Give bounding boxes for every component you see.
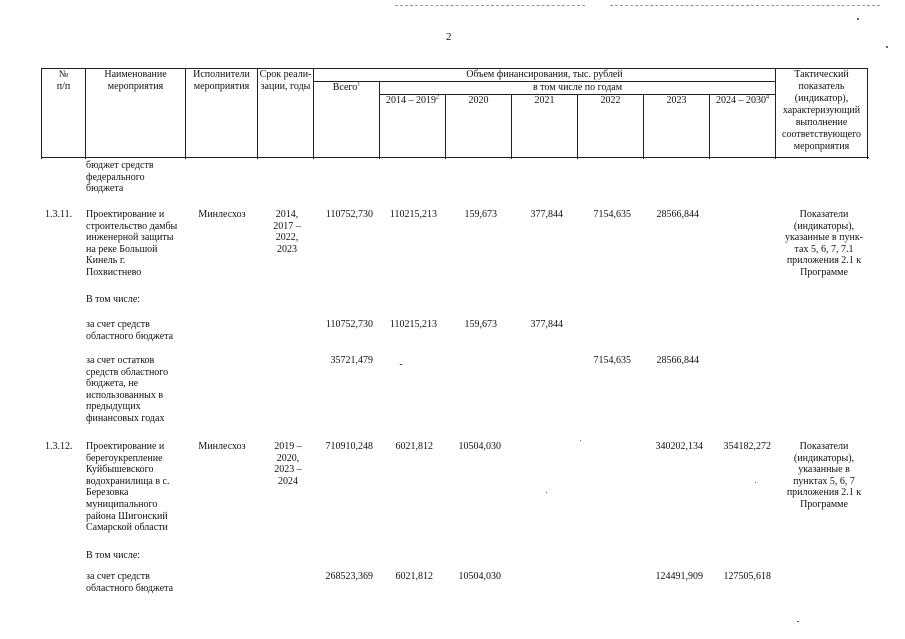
row-y2020: 10504,030 bbox=[458, 571, 501, 582]
header-year-2014-2019: 2014 – 2019$^2$ bbox=[380, 95, 446, 159]
row-y2020: 159,673 bbox=[464, 319, 497, 330]
row-y2023: 28566,844 bbox=[656, 209, 699, 220]
row-y2023: 124491,909 bbox=[655, 571, 703, 582]
row-num: 1.3.11. bbox=[45, 209, 73, 220]
row-name: Проектирование и строительство дамбы инженерной защиты на реке Большой Кинель г. Похвистнево bbox=[86, 209, 178, 278]
header-total: Всего$^1$ bbox=[314, 82, 380, 159]
row-y2023: 340202,134 bbox=[655, 441, 703, 452]
table-body bbox=[41, 157, 869, 639]
header-year-2023: 2023 bbox=[644, 95, 710, 159]
row-y2014-2019: 6021,812 bbox=[395, 571, 433, 582]
row-indicator: Показатели (индикаторы), указанные в пунктах 5, 6, 7 приложения 2.1 к Программе bbox=[786, 441, 862, 510]
row-y2024-2030: 127505,618 bbox=[723, 571, 771, 582]
row-y2022: 7154,635 bbox=[593, 355, 631, 366]
row-name: бюджет средств федерального бюджета bbox=[86, 160, 154, 195]
header-year-2021: 2021 bbox=[512, 95, 578, 159]
row-y2020: 10504,030 bbox=[458, 441, 501, 452]
row-y2014-2019: - bbox=[399, 359, 403, 370]
header-year-2024-2030: 2024 – 2030$^4$ bbox=[710, 95, 776, 159]
row-y2014-2019: 110215,213 bbox=[389, 319, 437, 330]
scan-speck bbox=[546, 492, 547, 493]
header-indicator: Тактический показатель (индикатор), характеризующий выполнение соответствующего мероприятия bbox=[776, 69, 868, 159]
row-y2022: 7154,635 bbox=[593, 209, 631, 220]
scan-edge-line bbox=[610, 5, 880, 6]
header-funding: Объем финансирования, тыс. рублей bbox=[314, 69, 776, 82]
header-num: № п/п bbox=[42, 69, 86, 159]
scan-speck bbox=[886, 46, 888, 48]
row-name: за счет средств областного бюджета bbox=[86, 319, 174, 342]
scan-edge-line bbox=[395, 5, 585, 6]
scan-speck bbox=[580, 440, 581, 441]
header-executors: Исполнители мероприятия bbox=[186, 69, 258, 159]
scan-speck bbox=[755, 482, 756, 483]
funding-table-header bbox=[41, 68, 868, 159]
row-y2014-2019: 110215,213 bbox=[389, 209, 437, 220]
row-executor: Минлесхоз bbox=[198, 441, 246, 452]
header-by-years: в том числе по годам bbox=[380, 82, 776, 95]
header-year-2022: 2022 bbox=[578, 95, 644, 159]
row-y2021: 377,844 bbox=[530, 319, 563, 330]
row-term: 2014, 2017 – 2022, 2023 bbox=[273, 209, 301, 255]
scan-speck bbox=[857, 18, 859, 20]
row-total: 110752,730 bbox=[325, 319, 373, 330]
row-total: 268523,369 bbox=[325, 571, 373, 582]
page-number: 2 bbox=[446, 31, 452, 43]
row-total: 110752,730 bbox=[325, 209, 373, 220]
row-name: за счет остатков средств областного бюджета, не использованных в предыдущих финансовых годах bbox=[86, 355, 169, 424]
row-total: 35721,479 bbox=[330, 355, 373, 366]
row-num: 1.3.12. bbox=[45, 441, 73, 452]
row-total: 710910,248 bbox=[325, 441, 373, 452]
row-executor: Минлесхоз bbox=[198, 209, 246, 220]
row-y2023: 28566,844 bbox=[656, 355, 699, 366]
row-y2024-2030: 354182,272 bbox=[723, 441, 771, 452]
row-indicator: Показатели (индикаторы), указанные в пунк-тах 5, 6, 7, 7.1 приложения 2.1 к Программе bbox=[785, 209, 864, 278]
row-name: В том числе: bbox=[86, 550, 141, 561]
row-term: 2019 – 2020, 2023 – 2024 bbox=[274, 441, 302, 487]
row-y2020: 159,673 bbox=[464, 209, 497, 220]
header-year-2020: 2020 bbox=[446, 95, 512, 159]
row-y2021: 377,844 bbox=[530, 209, 563, 220]
row-name: В том числе: bbox=[86, 294, 141, 305]
row-y2014-2019: 6021,812 bbox=[395, 441, 433, 452]
header-name: Наименование мероприятия bbox=[86, 69, 186, 159]
scan-speck bbox=[797, 621, 799, 622]
row-name: Проектирование и берегоукрепление Куйбышевского водохранилища в с. Березовка муниципального района Шигонский Самарской области bbox=[86, 441, 170, 534]
row-name: за счет средств областного бюджета bbox=[86, 571, 174, 594]
header-term: Срок реали-зации, годы bbox=[258, 69, 314, 159]
